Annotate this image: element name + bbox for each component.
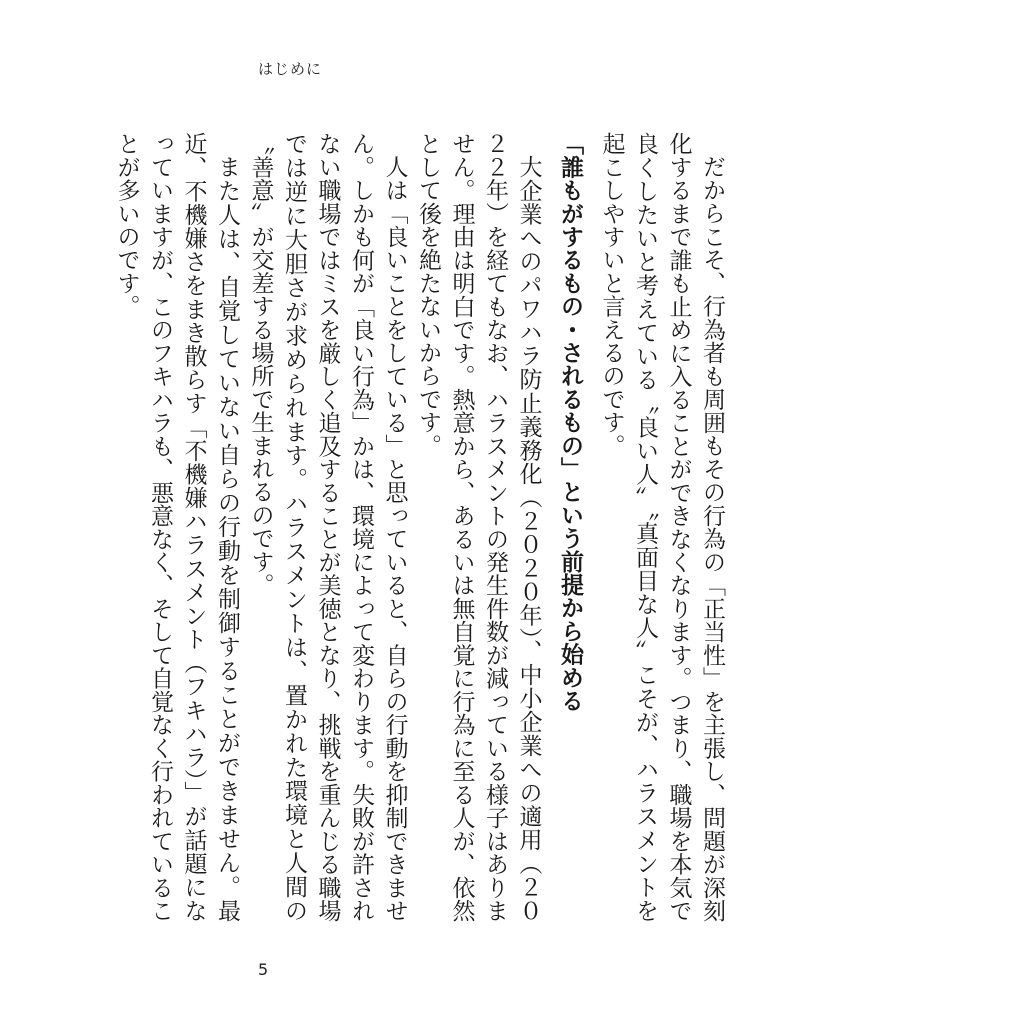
paragraph: だからこそ、行為者も周囲もその行為の「正当性」を主張し、問題が深刻化するまで誰も止めに入ることができなくなります。つまり、職場を本気で良くしたいと考えている〝良い人〟〝真面目な人〟こそが、ハラスメントを起こしやすいと言えるのです。	[598, 132, 725, 922]
running-head: はじめに	[258, 60, 323, 78]
section-heading: 「誰もがするもの・されるもの」という前提から始める	[557, 132, 583, 712]
paragraph: また人は、自覚していない自らの行動を制御することができません。最近、不機嫌さをまき散らす「不機嫌ハラスメント（フキハラ）」が話題になっていますが、このフキハラも、悪意なく、そして自覚なく行われていることが多いのです。	[113, 132, 240, 922]
page-number: 5	[258, 960, 269, 979]
paragraph: 大企業へのパワハラ防止義務化（２０２０年）、中小企業への適用（２０２２年）を経てもなお、ハラスメントの発生件数が減っている様子はありません。理由は明白です。熱意から、あるいは無自覚に行為に至る人が、依然として後を絶たないからです。	[415, 132, 542, 922]
body-text	[113, 132, 728, 922]
paragraph: 人は「良いことをしている」と思っていると、自らの行動を抑制できません。しかも何が「良い行為」かは、環境によって変わります。失敗が許されない職場ではミスを厳しく追及することが美徳となり、挑戦を重んじる職場では逆に大胆さが求められます。ハラスメントは、置かれた環境と人間の〝善意〟が交差する場所で生まれるのです。	[247, 132, 408, 922]
